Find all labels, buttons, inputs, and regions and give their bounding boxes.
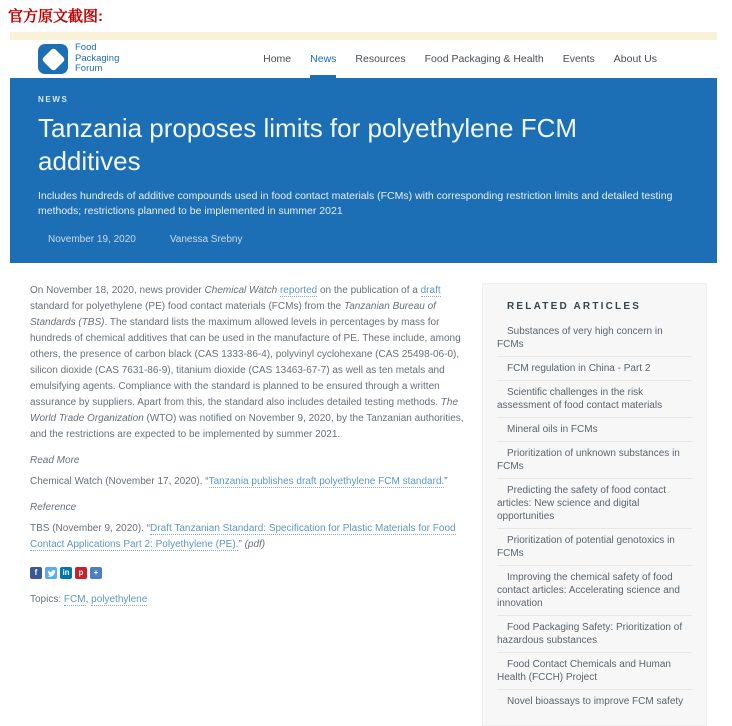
content-area xyxy=(10,263,717,726)
topics-row xyxy=(30,594,470,605)
topics-links: FCM, polyethylene xyxy=(63,594,148,605)
nav-item-home[interactable]: Home xyxy=(263,53,292,65)
author-name[interactable]: Vanessa Srebny xyxy=(169,234,243,245)
italic-text: (pdf) xyxy=(244,539,266,550)
topics-label: Topics: xyxy=(30,594,62,605)
logo-diamond-icon xyxy=(38,44,68,74)
read-more-citation xyxy=(30,474,470,490)
related-article-link[interactable]: Prioritization of unknown substances in FCMs xyxy=(497,442,692,479)
topic-link-fcm[interactable]: FCM xyxy=(63,594,86,605)
topic-link-polyethylene[interactable]: polyethylene xyxy=(91,594,148,605)
annotation-label: 官方原文截图: xyxy=(8,8,103,25)
site-header xyxy=(10,40,717,78)
addthis-icon[interactable]: + xyxy=(90,567,102,579)
text-link[interactable]: draft xyxy=(420,285,441,296)
text-link[interactable]: reported xyxy=(279,285,318,296)
logo-line-3: Forum xyxy=(75,63,103,75)
category-label: NEWS xyxy=(38,95,69,104)
nav-item-events[interactable]: Events xyxy=(562,53,595,65)
logo-line-2: Packaging xyxy=(75,52,120,64)
reference-citation xyxy=(30,521,470,553)
related-articles-panel xyxy=(482,283,707,726)
read-more-label: Read More xyxy=(30,455,80,466)
related-article-link[interactable]: Predicting the safety of food contact articles: New science and digital opportunities xyxy=(497,479,692,529)
nav-item-resources[interactable]: Resources xyxy=(355,53,406,65)
facebook-icon[interactable]: f xyxy=(30,567,42,579)
nav-item-food-packaging-health[interactable]: Food Packaging & Health xyxy=(424,53,544,65)
related-article-link[interactable]: Scientific challenges in the risk assessment of food contact materials xyxy=(497,381,692,418)
related-articles-list xyxy=(497,320,692,713)
nav-item-about-us[interactable]: About Us xyxy=(613,53,657,65)
italic-text: Tanzanian Bureau of Standards (TBS) xyxy=(30,301,436,328)
publish-date: November 19, 2020 xyxy=(48,234,136,245)
related-article-link[interactable]: Mineral oils in FCMs xyxy=(497,418,692,442)
text: . The standard lists the maximum allowed levels in percentages by mass for hundreds of chemical additives that can be used in the manufacture of PE. These include, among others, the presence of carbon black (CAS 1333-86-4), polyvinyl cyclohexane (CAS 25498-06-0), silicon dioxide (CAS 7631-86-9), titanium dioxide (CAS 13463-67-7) as well as ten metals and emulsifying agents. Compliance with the standard is planned to be ensured through a written assurance by suppliers. Apart from this, the standard also includes detailed testing methods. xyxy=(30,317,461,408)
article-hero xyxy=(10,78,717,263)
logo-line-1: Food xyxy=(75,42,97,54)
related-article-link[interactable]: Improving the chemical safety of food contact articles: Accelerating science and innovation xyxy=(497,566,692,616)
top-banner-strip xyxy=(10,32,717,40)
text: On November 18, 2020, news provider xyxy=(30,285,205,296)
text: standard for polyethylene (PE) food contact materials (FCMs) from the xyxy=(30,301,345,312)
italic-text: Chemical Watch xyxy=(204,285,278,296)
related-article-link[interactable]: FCM regulation in China - Part 2 xyxy=(497,357,692,381)
text-link[interactable]: Tanzania publishes draft polyethylene FCM standard. xyxy=(208,476,445,487)
related-article-link[interactable]: Prioritization of potential genotoxics in FCMs xyxy=(497,529,692,566)
text: ” xyxy=(444,476,448,487)
share-buttons xyxy=(30,567,470,579)
related-article-link[interactable]: Food Packaging Safety: Prioritization of hazardous substances xyxy=(497,616,692,653)
related-articles-title: RELATED ARTICLES xyxy=(507,301,642,312)
article-meta xyxy=(38,234,677,245)
related-article-link[interactable]: Substances of very high concern in FCMs xyxy=(497,320,692,357)
linkedin-icon[interactable]: in xyxy=(60,567,72,579)
italic-text: The World Trade Organization xyxy=(30,397,459,424)
article-paragraph xyxy=(30,283,470,443)
text: TBS (November 9, 2020). “ xyxy=(30,523,151,534)
text: Chemical Watch (November 17, 2020). “ xyxy=(30,476,209,487)
nav-item-news[interactable]: News xyxy=(310,53,337,65)
text-link[interactable]: Draft Tanzanian Standard: Specification for Plastic Materials for Food Contact Applications Part 2: Polyethylene (PE). xyxy=(30,523,456,550)
article-title: Tanzania proposes limits for polyethylene FCM additives xyxy=(38,113,578,176)
related-article-link[interactable]: Novel bioassays to improve FCM safety xyxy=(507,696,684,707)
related-article-link[interactable]: Food Contact Chemicals and Human Health (FCCH) Project xyxy=(497,653,692,690)
webpage-screenshot xyxy=(10,32,717,726)
text: on the publication of a xyxy=(317,285,421,296)
reference-label: Reference xyxy=(30,502,77,513)
article-body xyxy=(30,283,470,605)
text: ” xyxy=(238,539,245,550)
logo-text xyxy=(75,43,119,75)
article-subtitle: Includes hundreds of additive compounds used in food contact materials (FCMs) with corresponding restriction limits and detailed testing methods; restrictions planned to be implemented in summer 2021 xyxy=(38,190,673,217)
text: (WTO) was notified on November 9, 2020, by the Tanzanian authorities, and the restrictions are expected to be implemented by summer 2021. xyxy=(30,413,464,440)
twitter-icon[interactable] xyxy=(45,567,57,579)
site-logo[interactable] xyxy=(38,43,119,75)
pinterest-icon[interactable]: p xyxy=(75,567,87,579)
nav-menu xyxy=(263,53,657,65)
